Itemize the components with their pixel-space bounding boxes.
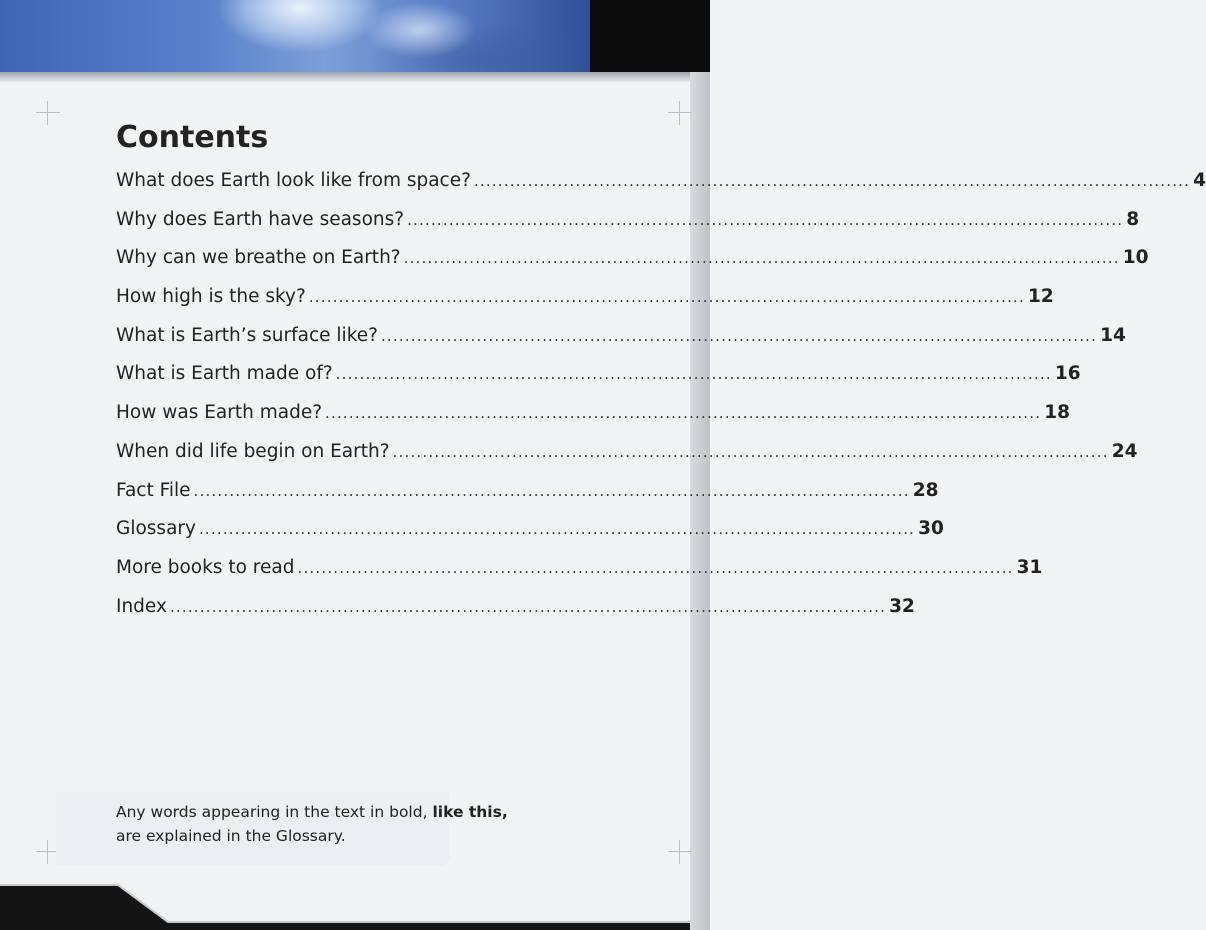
toc-entry-label: Why can we breathe on Earth? — [116, 247, 401, 269]
toc-entry-page: 10 — [1122, 247, 1149, 269]
toc-entry-page: 31 — [1016, 556, 1043, 578]
toc-entry[interactable] — [116, 479, 939, 519]
footer-bar-shape — [0, 885, 690, 930]
glossary-note-text-end: are explained in the Glossary. — [116, 827, 346, 845]
toc-leader-dots: ........................................................................................................................ — [169, 597, 887, 616]
toc-leader-dots: ........................................................................................................................ — [198, 520, 916, 539]
toc-entry-page: 16 — [1054, 363, 1081, 385]
toc-leader-dots: ........................................................................................................................ — [193, 481, 910, 500]
toc-entry-label: Glossary — [116, 518, 196, 540]
glossary-note-bold: like this, — [432, 803, 508, 821]
toc-entry-label: What does Earth look like from space? — [116, 170, 471, 191]
toc-leader-dots: ........................................................................................................................ — [380, 326, 1098, 345]
toc-entry[interactable] — [116, 363, 1081, 402]
toc-entry[interactable] — [116, 402, 1070, 441]
page-title: Contents — [116, 120, 269, 155]
toc-entry[interactable] — [116, 324, 1126, 364]
toc-entry-label: What is Earth made of? — [116, 363, 333, 385]
registration-mark-icon — [36, 101, 60, 125]
toc-entry-label: Fact File — [116, 479, 191, 501]
page-edge — [690, 72, 710, 930]
toc-entry-page: 12 — [1028, 286, 1054, 308]
registration-mark-icon — [668, 101, 692, 125]
toc-entry-label: More books to read — [116, 556, 295, 578]
toc-leader-dots: ........................................................................................................................ — [335, 365, 1052, 384]
toc-leader-dots: ........................................................................................................................ — [473, 172, 1191, 190]
footer-bar — [0, 870, 710, 930]
toc-leader-dots: ........................................................................................................................ — [407, 210, 1124, 229]
toc-entry-label: What is Earth’s surface like? — [116, 324, 378, 346]
toc-entry-page: 14 — [1100, 324, 1126, 346]
toc-leader-dots: ........................................................................................................................ — [325, 404, 1042, 423]
toc-entry-page: 18 — [1044, 402, 1070, 424]
toc-entry-label: Why does Earth have seasons? — [116, 208, 405, 230]
header-shadow — [0, 72, 710, 82]
toc-entry-label: When did life begin on Earth? — [116, 440, 390, 462]
header-space-image — [0, 0, 590, 72]
toc-entry-page: 32 — [889, 595, 915, 617]
toc-leader-dots: ........................................................................................................................ — [297, 558, 1014, 577]
toc-entry-page: 4 — [1193, 170, 1206, 191]
toc-entry[interactable] — [116, 518, 944, 557]
registration-mark-icon — [668, 840, 692, 864]
table-of-contents — [116, 170, 1206, 634]
toc-entry[interactable] — [116, 170, 1206, 209]
toc-leader-dots: ........................................................................................................................ — [392, 442, 1109, 461]
header-dark-panel — [590, 0, 710, 72]
toc-entry[interactable] — [116, 440, 1138, 480]
toc-entry[interactable] — [116, 595, 915, 635]
glossary-note — [116, 800, 536, 848]
toc-entry-page: 28 — [912, 479, 939, 501]
toc-entry-label: How was Earth made? — [116, 402, 323, 424]
glossary-note-text: Any words appearing in the text in bold, — [116, 803, 433, 821]
toc-entry-label: How high is the sky? — [116, 286, 306, 308]
toc-entry-page: 30 — [918, 518, 944, 540]
toc-entry[interactable] — [116, 556, 1043, 596]
toc-leader-dots: ........................................................................................................................ — [308, 288, 1025, 307]
toc-entry-page: 8 — [1126, 208, 1140, 230]
toc-entry-page: 24 — [1111, 440, 1138, 462]
toc-leader-dots: ........................................................................................................................ — [403, 249, 1120, 268]
toc-entry[interactable] — [116, 286, 1054, 325]
toc-entry-label: Index — [116, 595, 167, 617]
toc-entry[interactable] — [116, 208, 1140, 248]
toc-entry[interactable] — [116, 247, 1149, 286]
